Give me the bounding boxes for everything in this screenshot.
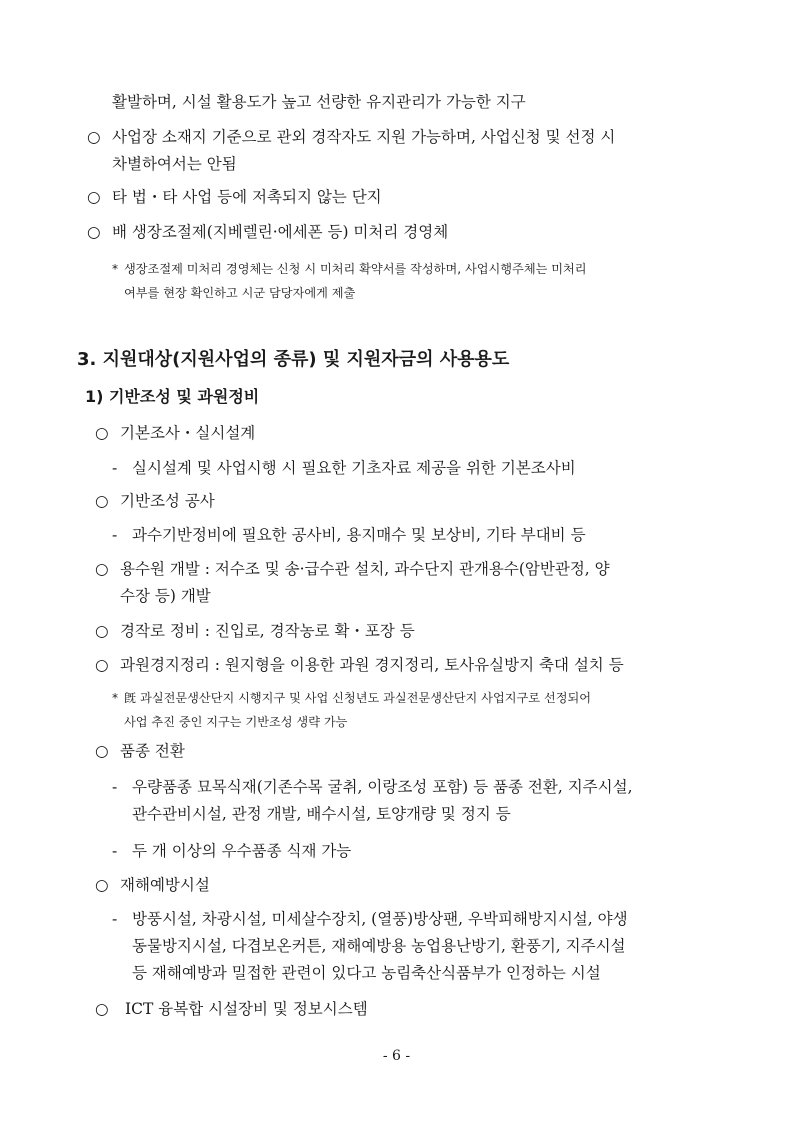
dash-item	[112, 525, 586, 545]
dash-icon: -	[112, 842, 118, 860]
footnote-text: 旣 과실전문생산단지 시행지구 및 사업 신청년도 과실전문생산단지 사업지구로 선정되어	[124, 691, 592, 705]
bullet-item	[95, 621, 415, 641]
footnote-text: 생장조절제 미처리 경영체는 신청 시 미처리 확약서를 작성하며, 사업시행주체는 미처리	[124, 262, 587, 276]
bullet-continuation: 차별하여서는 안됨	[112, 155, 237, 173]
bullet-text: 타 법・타 사업 등에 저촉되지 않는 단지	[112, 188, 382, 206]
bullet-text: 재해예방시설	[120, 876, 210, 894]
dash-item	[112, 458, 576, 478]
dash-text: 실시설계 및 사업시행 시 필요한 기초자료 제공을 위한 기본조사비	[132, 459, 576, 477]
dash-icon: -	[112, 910, 118, 928]
bullet-text: 용수원 개발 : 저수조 및 송·급수관 설치, 과수단지 관개용수(암반관정, 양	[120, 560, 610, 578]
bullet-item	[95, 559, 610, 579]
bullet-text: 배 생장조절제(지베렐린·에세폰 등) 미처리 경영체	[112, 223, 449, 241]
dash-continuation: 등 재해예방과 밀접한 관련이 있다고 농림축산식품부가 인정하는 시설	[132, 964, 601, 982]
bullet-text: 기반조성 공사	[120, 492, 215, 510]
dash-continuation: 관수관비시설, 관정 개발, 배수시설, 토양개량 및 정지 등	[132, 805, 511, 823]
bullet-item	[95, 875, 210, 895]
bullet-text: 경작로 정비 : 진입로, 경작농로 확・포장 등	[120, 622, 415, 640]
bullet-text: 과원경지정리 : 원지형을 이용한 과원 경지정리, 토사유실방지 축대 설치 등	[120, 656, 624, 674]
bullet-text: 사업장 소재지 기준으로 관외 경작자도 지원 가능하며, 사업신청 및 선정 시	[112, 128, 616, 146]
circle-bullet-icon: ○	[95, 560, 109, 578]
dash-text: 우량품종 묘목식재(기존수목 굴취, 이랑조성 포함) 등 품종 전환, 지주시설,	[132, 778, 633, 796]
asterisk-icon: *	[112, 691, 119, 705]
bullet-text: ICT 융복합 시설장비 및 정보시스템	[125, 1000, 368, 1018]
circle-bullet-icon: ○	[95, 424, 109, 442]
bullet-continuation: 수장 등) 개발	[120, 587, 211, 605]
circle-bullet-icon: ○	[95, 742, 109, 760]
bullet-item	[87, 187, 382, 207]
section-heading: 3. 지원대상(지원사업의 종류) 및 지원자금의 사용용도	[77, 349, 510, 370]
footnote-continuation: 여부를 현장 확인하고 시군 담당자에게 제출	[124, 286, 356, 300]
bullet-item	[95, 423, 255, 443]
bullet-item	[95, 741, 185, 761]
circle-bullet-icon: ○	[95, 492, 109, 510]
dash-text: 두 개 이상의 우수품종 식재 가능	[132, 842, 352, 860]
footnote-continuation: 사업 추진 중인 지구는 기반조성 생략 가능	[124, 715, 348, 729]
page-number: - 6 -	[382, 1048, 411, 1064]
dash-icon: -	[112, 778, 118, 796]
bullet-text: 기본조사・실시설계	[120, 424, 256, 442]
dash-icon: -	[112, 526, 118, 544]
circle-bullet-icon: ○	[87, 223, 101, 241]
dash-item	[112, 909, 628, 929]
bullet-item	[87, 127, 615, 147]
dash-continuation: 동물방지시설, 다겹보온커튼, 재해예방용 농업용난방기, 환풍기, 지주시설	[132, 937, 626, 955]
circle-bullet-icon: ○	[87, 128, 101, 146]
asterisk-icon: *	[112, 262, 119, 276]
dash-item	[112, 777, 633, 797]
circle-bullet-icon: ○	[95, 622, 109, 640]
circle-bullet-icon: ○	[87, 188, 101, 206]
bullet-item	[87, 222, 448, 242]
circle-bullet-icon: ○	[95, 876, 109, 894]
bullet-text: 품종 전환	[120, 742, 185, 760]
dash-item	[112, 841, 351, 861]
bullet-item	[95, 491, 215, 511]
footnote	[112, 690, 591, 706]
subsection-heading: 1) 기반조성 및 과원정비	[85, 387, 260, 406]
dash-icon: -	[112, 459, 118, 477]
continued-line: 활발하며, 시설 활용도가 높고 선량한 유지관리가 가능한 지구	[112, 93, 526, 111]
circle-bullet-icon: ○	[95, 1000, 109, 1018]
dash-text: 방풍시설, 차광시설, 미세살수장치, (열풍)방상팬, 우박피해방지시설, 야생	[132, 910, 628, 928]
circle-bullet-icon: ○	[95, 656, 109, 674]
bullet-item	[95, 655, 624, 675]
dash-text: 과수기반정비에 필요한 공사비, 용지매수 및 보상비, 기타 부대비 등	[132, 526, 586, 544]
bullet-item	[95, 999, 368, 1019]
footnote	[112, 261, 587, 277]
